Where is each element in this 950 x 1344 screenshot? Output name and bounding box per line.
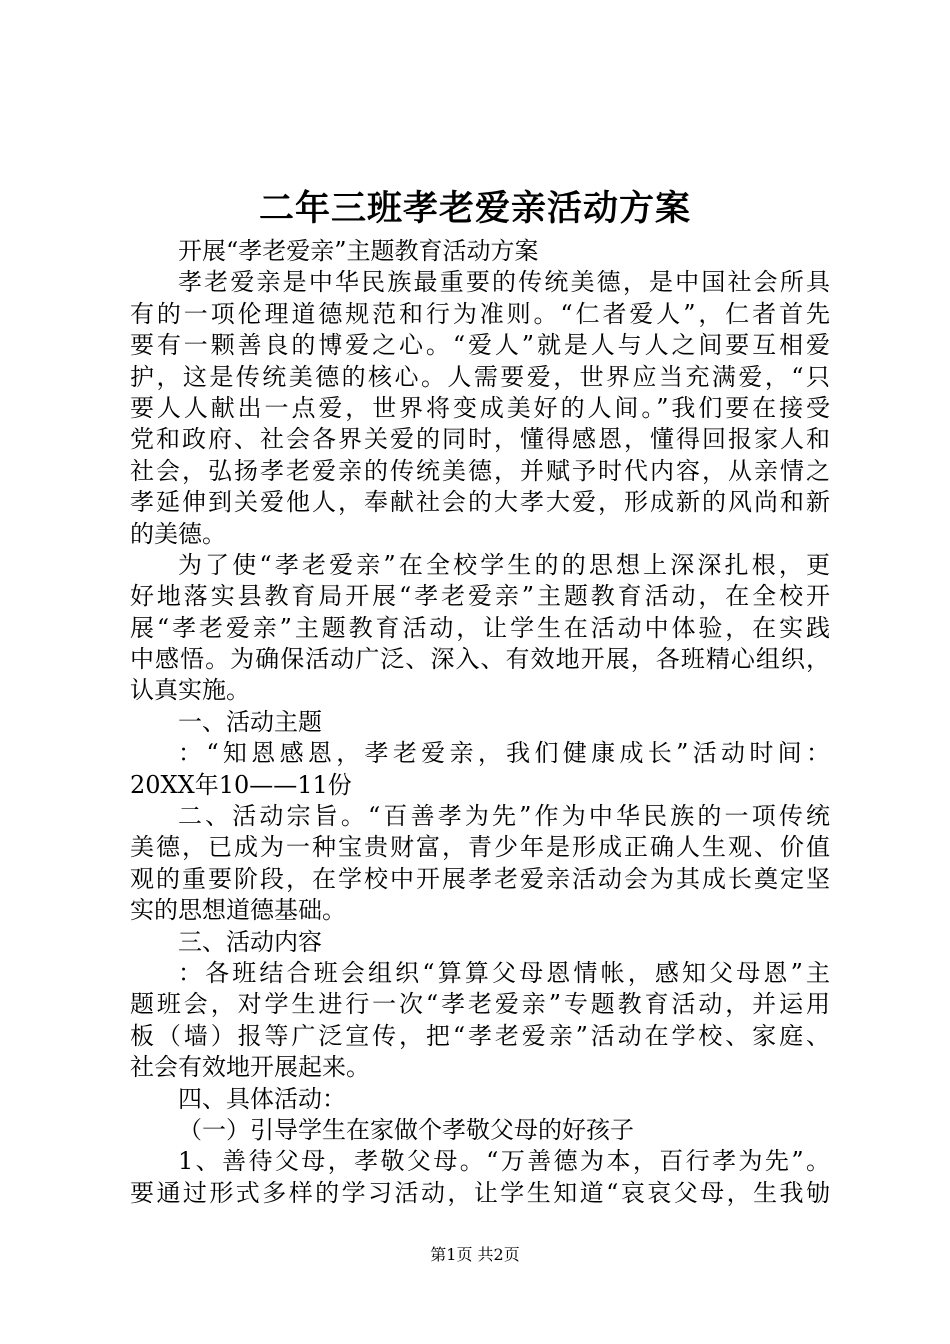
paragraph-line: 有的一项伦理道德规范和行为准则。“仁者爱人”，仁者首先 xyxy=(130,299,830,328)
paragraph-line: 四、具体活动： xyxy=(178,1084,346,1113)
paragraph-line: ：各班结合班会组织“算算父母恩情帐，感知父母恩”主 xyxy=(178,958,830,987)
paragraph-line: 1、善待父母，孝敬父母。“万善德为本，百行孝为先”。 xyxy=(178,1147,830,1176)
paragraph-line: 党和政府、社会各界关爱的同时，懂得感恩，懂得回报家人和 xyxy=(130,425,830,454)
paragraph-line: 护，这是传统美德的核心。人需要爱，世界应当充满爱，“只 xyxy=(130,362,830,391)
paragraph-line: 板（墙）报等广泛宣传，把“孝老爱亲”活动在学校、家庭、 xyxy=(130,1021,830,1050)
document-body xyxy=(130,236,830,1209)
paragraph-line: 认真实施。 xyxy=(130,676,250,705)
paragraph-line: 二、活动宗旨。“百善孝为先”作为中华民族的一项传统 xyxy=(178,802,830,831)
paragraph-line: 社会有效地开展起来。 xyxy=(130,1053,370,1082)
paragraph-line: 三、活动内容 xyxy=(178,927,322,956)
paragraph-line: （一）引导学生在家做个孝敬父母的好孩子 xyxy=(178,1115,634,1144)
paragraph-line: 孝延伸到关爱他人，奉献社会的大孝大爱，形成新的风尚和新 xyxy=(130,488,830,517)
paragraph-line: 美德，已成为一种宝贵财富，青少年是形成正确人生观、价值 xyxy=(130,833,830,862)
paragraph-line: 中感悟。为确保活动广泛、深入、有效地开展，各班精心组织， xyxy=(130,645,830,674)
paragraph-line: 一、活动主题 xyxy=(178,707,322,736)
paragraph-line: 孝老爱亲是中华民族最重要的传统美德，是中国社会所具 xyxy=(178,268,830,297)
paragraph-line: 开展“孝老爱亲”主题教育活动方案 xyxy=(178,237,539,265)
paragraph-line: 展“孝老爱亲”主题教育活动，让学生在活动中体验，在实践 xyxy=(130,613,830,642)
paragraph-line: 观的重要阶段，在学校中开展孝老爱亲活动会为其成长奠定坚 xyxy=(130,864,830,893)
paragraph-line: 社会，弘扬孝老爱亲的传统美德，并赋予时代内容，从亲情之 xyxy=(130,456,830,485)
paragraph-line: 题班会，对学生进行一次“孝老爱亲”专题教育活动，并运用 xyxy=(130,990,830,1019)
paragraph-line: 要人人献出一点爱，世界将变成美好的人间。”我们要在接受 xyxy=(130,393,830,422)
paragraph-line: 要有一颗善良的博爱之心。“爱人”就是人与人之间要互相爱 xyxy=(130,331,830,360)
paragraph-line: 的美德。 xyxy=(130,519,226,548)
paragraph-line: 为了使“孝老爱亲”在全校学生的的思想上深深扎根，更 xyxy=(178,550,830,579)
paragraph-line: 20XX年10——11份 xyxy=(130,770,352,799)
paragraph-line: ：“知恩感恩，孝老爱亲，我们健康成长”活动时间： xyxy=(178,739,830,768)
page-footer: 第1页 共2页 xyxy=(430,1245,520,1264)
document-title: 二年三班孝老爱亲活动方案 xyxy=(258,188,691,229)
paragraph-line: 实的思想道德基础。 xyxy=(130,896,346,925)
paragraph-line: 好地落实县教育局开展“孝老爱亲”主题教育活动，在全校开 xyxy=(130,582,830,611)
paragraph-line: 要通过形式多样的学习活动，让学生知道“哀哀父母，生我劬 xyxy=(130,1178,830,1207)
